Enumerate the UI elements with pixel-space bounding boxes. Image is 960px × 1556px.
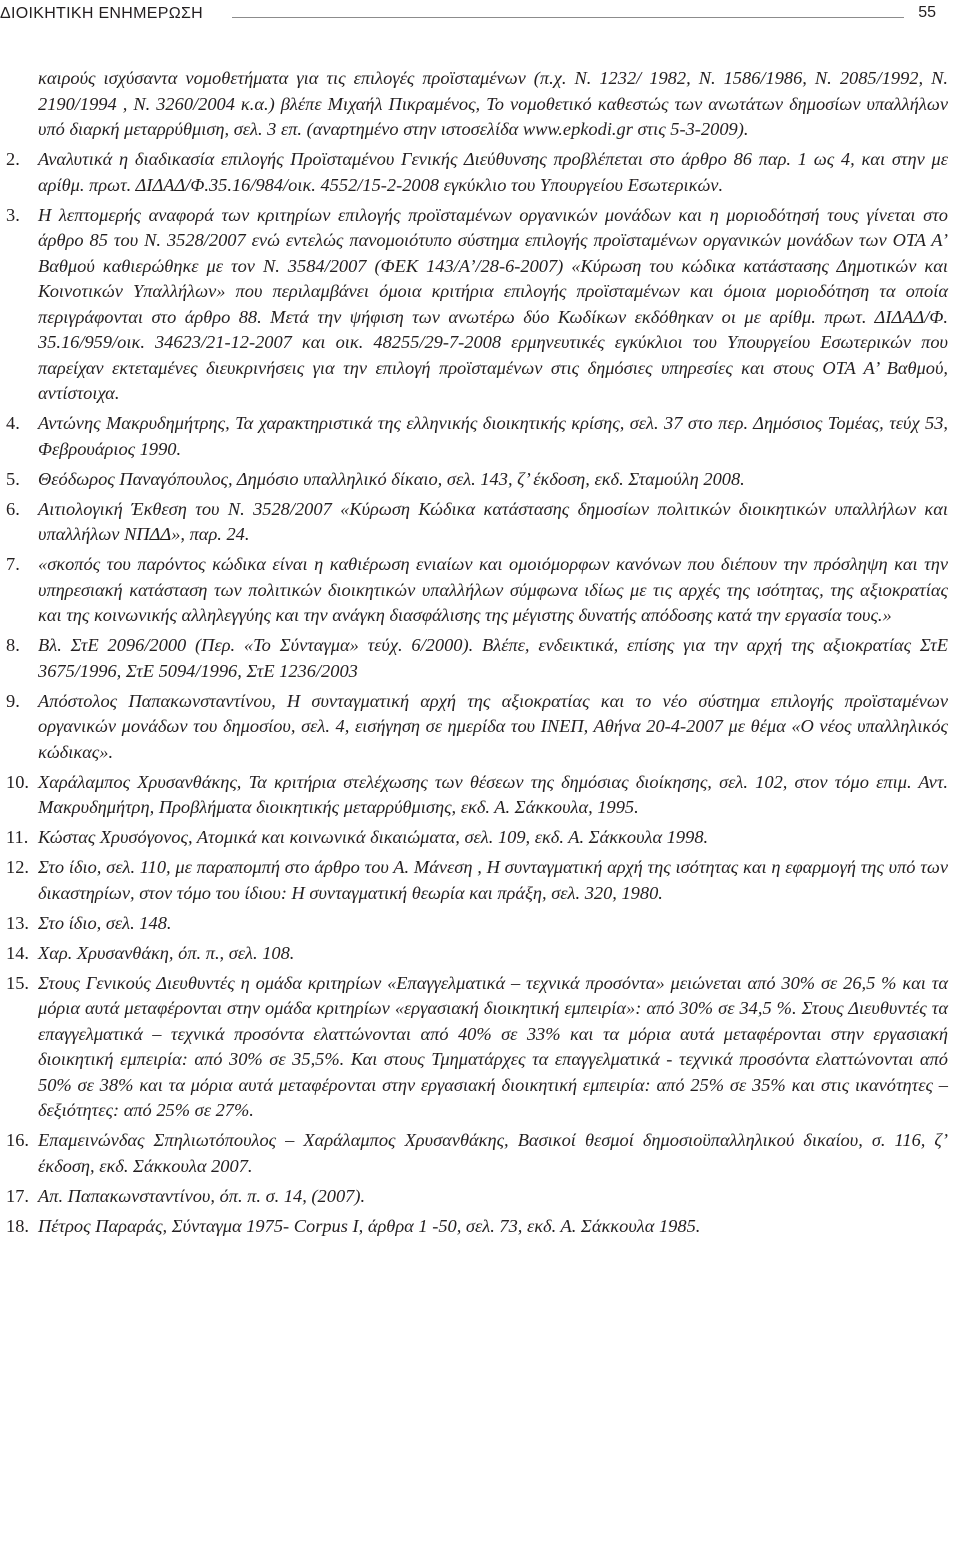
journal-title: ΔΙΟΙΚΗΤΙΚΗ ΕΝΗΜΕΡΩΣΗ [0, 5, 203, 22]
endnote-number: 18. [6, 1215, 29, 1236]
endnote-number: 3. [6, 204, 20, 225]
endnote-number: 4. [6, 413, 20, 433]
endnote-text: Επαμεινώνδας Σπηλιωτόπουλος – Χαράλαμπος Χρυσανθάκης, Βασικοί θεσμοί δημοσιοϋπαλληλικού δικαίου, σ. 116, ζ’ έκδοση, εκδ. Σάκκουλα 2007. [38, 1130, 948, 1176]
endnote-8 [0, 633, 948, 684]
endnote-continued [0, 66, 948, 143]
running-header [0, 0, 948, 34]
endnote-number: 10. [6, 771, 29, 792]
endnote-18 [0, 1214, 948, 1240]
endnote-number: 12. [6, 857, 29, 877]
endnote-text: «σκοπός του παρόντος κώδικα είναι η καθιέρωση ενιαίων και ομοιόμορφων κανόνων που διέπουν την πρόσληψη και την υπηρεσιακή κατάσταση των πολιτικών διοικητικών υπαλλήλων σύμφωνα ιδίως με τις αρχές της ισότητας, της αξιοκρατίας και της κοινωνικής αλληλεγγύης και την ανάγκη διασφάλισης της μέγιστης δυνατής απόδοσης κατά την εργασία τους.» [38, 554, 948, 625]
endnote-11 [0, 825, 948, 851]
endnote-14 [0, 941, 948, 967]
endnote-text: Αιτιολογική Έκθεση του Ν. 3528/2007 «Κύρωση Κώδικα κατάστασης δημοσίων πολιτικών διοικητικών υπαλλήλων και υπαλλήλων ΝΠΔΔ», παρ. 24. [38, 498, 948, 544]
endnote-6 [0, 497, 948, 548]
endnote-text: Κώστας Χρυσόγονος, Ατομικά και κοινωνικά δικαιώματα, σελ. 109, εκδ. Α. Σάκκουλα 1998. [38, 827, 709, 847]
endnote-number: 11. [6, 827, 29, 847]
endnote-number: 8. [6, 635, 20, 655]
endnote-text: Στο ίδιο, σελ. 110, με παραπομπή στο άρθρο του Α. Μάνεση , Η συνταγματική αρχή της ισότητας και η εφαρμογή της υπό των δικαστηρίων, στον τόμο του ίδιου: Η συνταγματική θεωρία και πράξη, σελ. 320, 1980. [38, 857, 948, 903]
endnote-text: Στο ίδιο, σελ. 148. [38, 912, 172, 933]
endnote-text: Η λεπτομερής αναφορά των κριτηρίων επιλογής προϊσταμένων οργανικών μονάδων και η μοριοδότησή τους γίνεται στο άρθρο 85 του Ν. 3528/2007 ενώ εντελώς πανομοιότυπο σύστημα επιλογής προϊσταμένων οργανικών μονάδων των ΟΤΑ Α’ Βαθμού καθιερώθηκε με τον Ν. 3584/2007 (ΦΕΚ 143/Α’/28-6-2007) «Κύρωση του κώδικα κατάστασης Δημοτικών και Κοινοτικών Υπαλλήλων» που περιλαμβάνει όμοια κριτήρια επιλογής προϊσταμένων και όμοια μοριοδότηση τα οποία περιγράφονται στο άρθρο 88. Μετά την ψήφιση των ανωτέρω δύο Κωδίκων εκδόθηκαν οι με αρίθμ. πρωτ. ΔΙΔΑΔ/Φ. 35.16/959/οικ. 34623/21-12-2007 και οικ. 48255/29-7-2008 ερμηνευτικές εγκύκλιοι του Υπουργείου Εσωτερικών που παρείχαν εκτεταμένες διευκρινήσεις για την επιλογή προϊσταμένων στις δημόσιες υπηρεσίες και στους ΟΤΑ Α’ Βαθμού, αντίστοιχα. [38, 204, 948, 403]
endnote-text: Απ. Παπακωνσταντίνου, όπ. π. σ. 14, (2007). [38, 1185, 366, 1206]
header-rule [232, 17, 904, 18]
endnote-text: Πέτρος Παραράς, Σύνταγμα 1975- Corpus Ι, άρθρα 1 -50, σελ. 73, εκδ. Α. Σάκκουλα 1985. [38, 1215, 701, 1236]
endnote-9 [0, 689, 948, 766]
endnote-text: Στους Γενικούς Διευθυντές η ομάδα κριτηρίων «Επαγγελματικά – τεχνικά προσόντα» μειώνεται από 30% σε 26,5 % και τα μόρια αυτά μεταφέρονται στην ομάδα κριτηρίων «εργασιακή διοικητική εμπειρία»: από 30% σε 34,5 %. Στους Διευθυντές τα επαγγελματικά – τεχνικά προσόντα ελαττώνονται από 40% σε 33% και τα μόρια αυτά μεταφέρονται στην εργασιακή διοικητική εμπειρία: από 30% σε 35,5%. Και στους Τμηματάρχες τα επαγγελματικά - τεχνικά προσόντα ελαττώνονται από 50% σε 38% και τα μόρια αυτά μεταφέρονται στην εργασιακή διοικητική εμπειρία: από 25% σε 35% και στις ικανότητες – δεξιότητες: από 25% σε 27%. [38, 972, 948, 1120]
endnote-2 [0, 147, 948, 198]
endnote-number: 5. [6, 468, 20, 489]
endnote-number: 17. [6, 1185, 29, 1206]
endnote-5 [0, 467, 948, 493]
endnote-12 [0, 855, 948, 906]
endnote-text: καιρούς ισχύσαντα νομοθετήματα για τις επιλογές προϊσταμένων (π.χ. Ν. 1232/ 1982, Ν. 1586/1986, Ν. 2085/1992, Ν. 2190/1994 , Ν. 3260/2004 κ.α.) βλέπε Μιχαήλ Πικραμένος, Το νομοθετικό καθεστώς των ανωτάτων δημοσίων υπαλλήλων υπό διαρκή μεταρρύθμιση, σελ. 3 επ. (αναρτημένο στην ιστοσελίδα www.epkodi.gr στις 5-3-2009). [38, 68, 948, 139]
endnote-15 [0, 971, 948, 1124]
endnote-text: Βλ. ΣτΕ 2096/2000 (Περ. «Το Σύνταγμα» τεύχ. 6/2000). Βλέπε, ενδεικτικά, επίσης για την αρχή της αξιοκρατίας ΣτΕ 3675/1996, ΣτΕ 5094/1996, ΣτΕ 1236/2003 [38, 635, 948, 681]
endnotes-list [0, 66, 948, 1239]
endnote-number: 14. [6, 942, 29, 963]
endnote-number: 7. [6, 554, 20, 574]
endnote-17 [0, 1184, 948, 1210]
endnote-number: 9. [6, 690, 20, 711]
endnote-text: Χαράλαμπος Χρυσανθάκης, Τα κριτήρια στελέχωσης των θέσεων της δημόσιας διοίκησης, σελ. 102, στον τόμο επιμ. Αντ. Μακρυδημήτρη, Προβλήματα διοικητικής μεταρρύθμισης, εκδ. Α. Σάκκουλα, 1995. [38, 771, 948, 817]
endnote-4 [0, 411, 948, 462]
endnote-text: Αναλυτικά η διαδικασία επιλογής Προϊσταμένου Γενικής Διεύθυνσης προβλέπεται στο άρθρο 86 παρ. 1 ως 4, και στην με αρίθμ. πρωτ. ΔΙΔΑΔ/Φ.35.16/984/οικ. 4552/15-2-2008 εγκύκλιο του Υπουργείου Εσωτερικών. [38, 149, 948, 195]
endnote-text: Αντώνης Μακρυδημήτρης, Τα χαρακτηριστικά της ελληνικής διοικητικής κρίσης, σελ. 37 στο περ. Δημόσιος Τομέας, τεύχ 53, Φεβρουάριος 1990. [38, 413, 948, 459]
endnote-10 [0, 770, 948, 821]
endnote-text: Απόστολος Παπακωνσταντίνου, Η συνταγματική αρχή της αξιοκρατίας και το νέο σύστημα επιλογής προϊσταμένων οργανικών μονάδων του δημοσίου, σελ. 4, εισήγηση σε ημερίδα του ΙΝΕΠ, Αθήνα 20-4-2007 με θέμα «Ο νέος υπαλληλικός κώδικας». [38, 690, 948, 762]
endnote-number: 13. [6, 912, 29, 933]
endnote-7 [0, 552, 948, 629]
endnote-number: 2. [6, 149, 20, 169]
endnote-16 [0, 1128, 948, 1179]
endnote-text: Χαρ. Χρυσανθάκη, όπ. π., σελ. 108. [38, 942, 295, 963]
endnote-number: 16. [6, 1130, 29, 1150]
endnote-3 [0, 203, 948, 407]
endnote-number: 6. [6, 498, 20, 519]
endnote-number: 15. [6, 972, 29, 993]
endnote-text: Θεόδωρος Παναγόπουλος, Δημόσιο υπαλληλικό δίκαιο, σελ. 143, ζ’ έκδοση, εκδ. Σταμούλη 2008. [38, 468, 745, 489]
page-number: 55 [918, 4, 936, 21]
endnote-13 [0, 911, 948, 937]
